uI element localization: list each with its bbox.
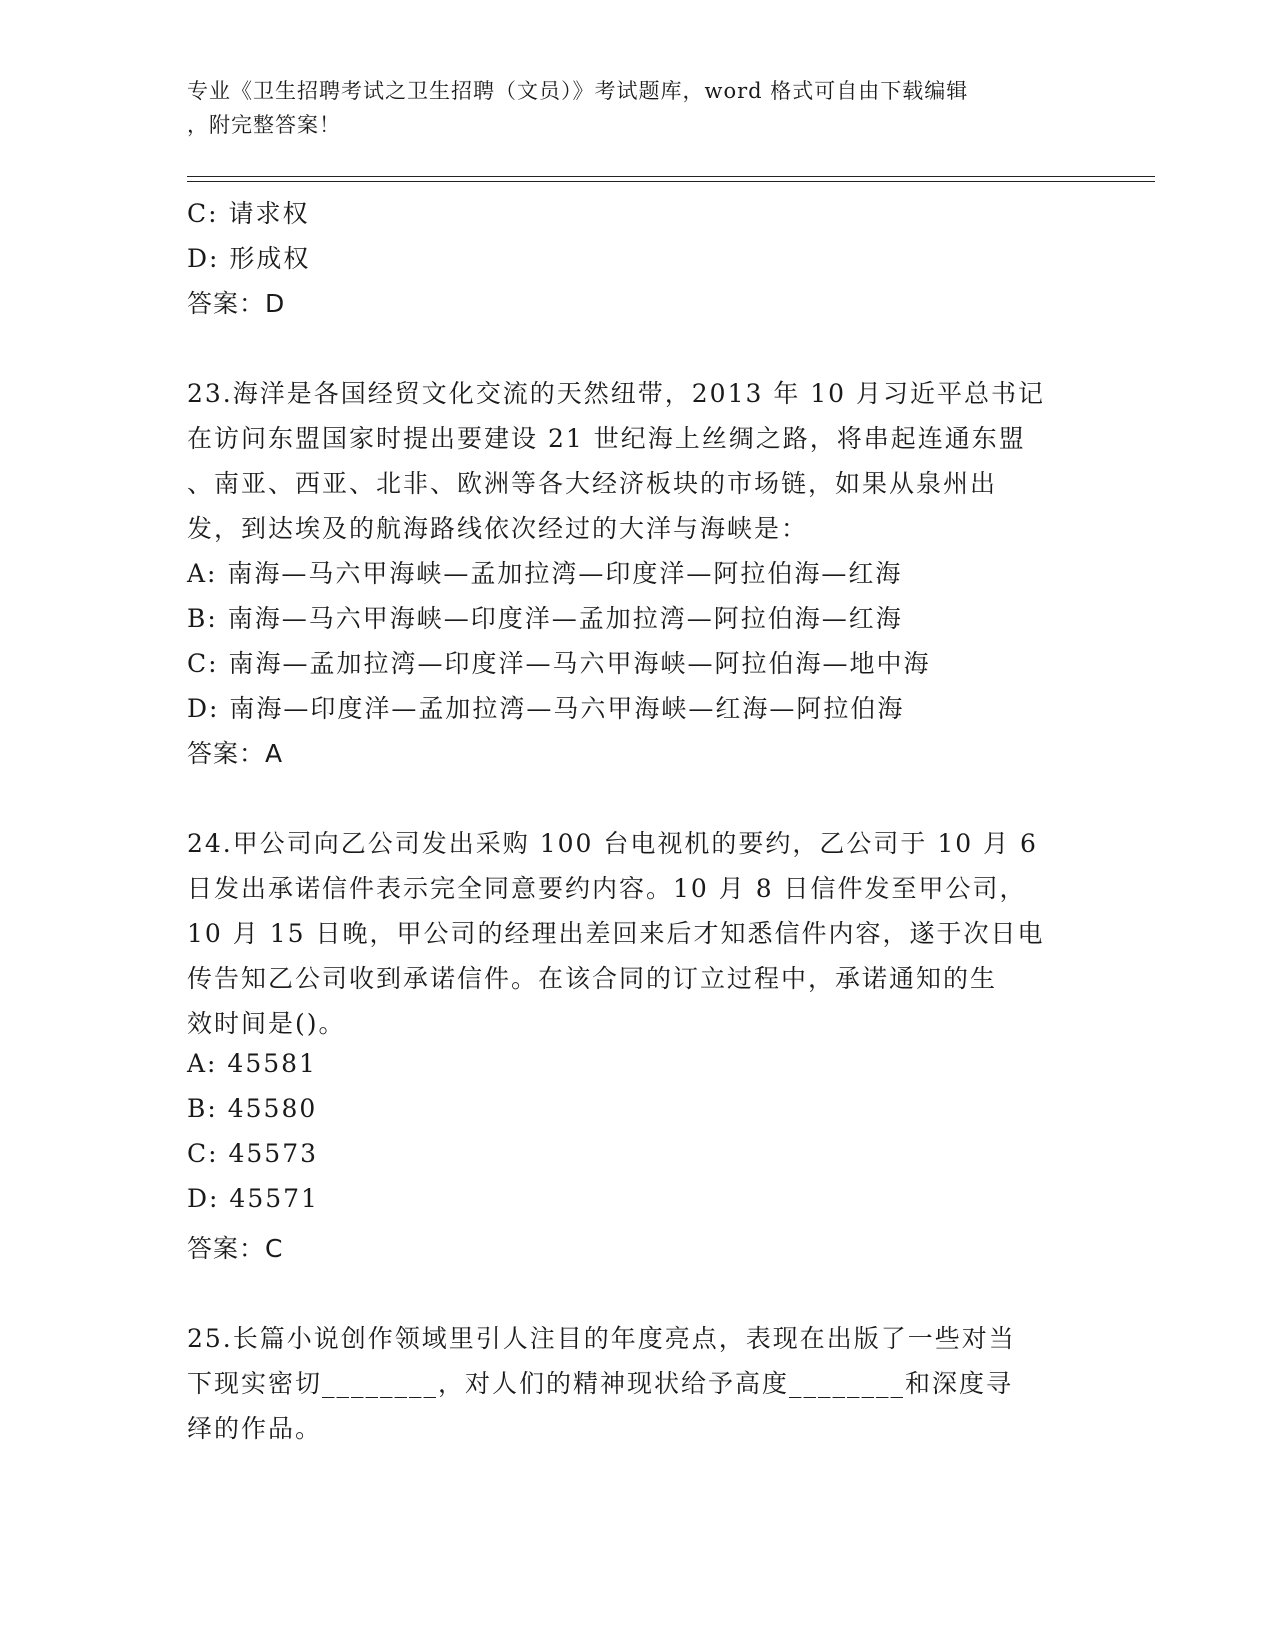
q23-option-b: B: 南海—马六甲海峡—印度洋—孟加拉湾—阿拉伯海—红海 [187, 604, 903, 633]
q24-stem-line: 日发出承诺信件表示完全同意要约内容。10 月 8 日信件发至甲公司， [187, 874, 1027, 903]
q24-stem-line: 效时间是()。 [187, 1009, 346, 1038]
q22-option-c: C: 请求权 [187, 199, 310, 228]
q23-stem-line: 在访问东盟国家时提出要建设 21 世纪海上丝绸之路，将串起连通东盟 [187, 424, 1026, 453]
header-line-2: ，附完整答案！ [187, 113, 341, 137]
q23-option-c: C: 南海—孟加拉湾—印度洋—马六甲海峡—阿拉伯海—地中海 [187, 649, 931, 678]
q25-stem-line: 下现实密切________，对人们的精神现状给予高度________和深度寻 [187, 1369, 1014, 1398]
q24-option-a: A: 45581 [187, 1049, 317, 1078]
q25-stem-line: 25.长篇小说创作领域里引人注目的年度亮点，表现在出版了一些对当 [187, 1324, 1016, 1353]
q24-stem-line: 传告知乙公司收到承诺信件。在该合同的订立过程中，承诺通知的生 [187, 964, 998, 993]
q24-option-d: D: 45571 [187, 1184, 319, 1213]
header-line-1: 专业《卫生招聘考试之卫生招聘（文员）》考试题库，word 格式可自由下载编辑 [187, 79, 969, 103]
q23-option-a: A: 南海—马六甲海峡—孟加拉湾—印度洋—阿拉伯海—红海 [187, 559, 903, 588]
header-divider-bottom [187, 181, 1155, 182]
q24-stem-line: 10 月 15 日晚，甲公司的经理出差回来后才知悉信件内容，遂于次日电 [187, 919, 1045, 948]
q23-stem-line: 23.海洋是各国经贸文化交流的天然纽带，2013 年 10 月习近平总书记 [187, 379, 1046, 408]
q24-option-c: C: 45573 [187, 1139, 319, 1168]
q23-stem-line: 、南亚、西亚、北非、欧洲等各大经济板块的市场链，如果从泉州出 [187, 469, 998, 498]
q24-answer: 答案：C [187, 1234, 284, 1263]
q24-option-b: B: 45580 [187, 1094, 318, 1123]
q22-option-d: D: 形成权 [187, 244, 311, 273]
document-header [187, 74, 1067, 142]
q24-stem-line: 24.甲公司向乙公司发出采购 100 台电视机的要约，乙公司于 10 月 6 [187, 829, 1038, 858]
q23-answer: 答案：A [187, 739, 284, 768]
q22-answer: 答案：D [187, 289, 286, 318]
q23-option-d: D: 南海—印度洋—孟加拉湾—马六甲海峡—红海—阿拉伯海 [187, 694, 905, 723]
q25-stem-line: 绎的作品。 [187, 1414, 323, 1443]
q23-stem-line: 发，到达埃及的航海路线依次经过的大洋与海峡是： [187, 514, 809, 543]
header-divider-top [187, 176, 1155, 177]
